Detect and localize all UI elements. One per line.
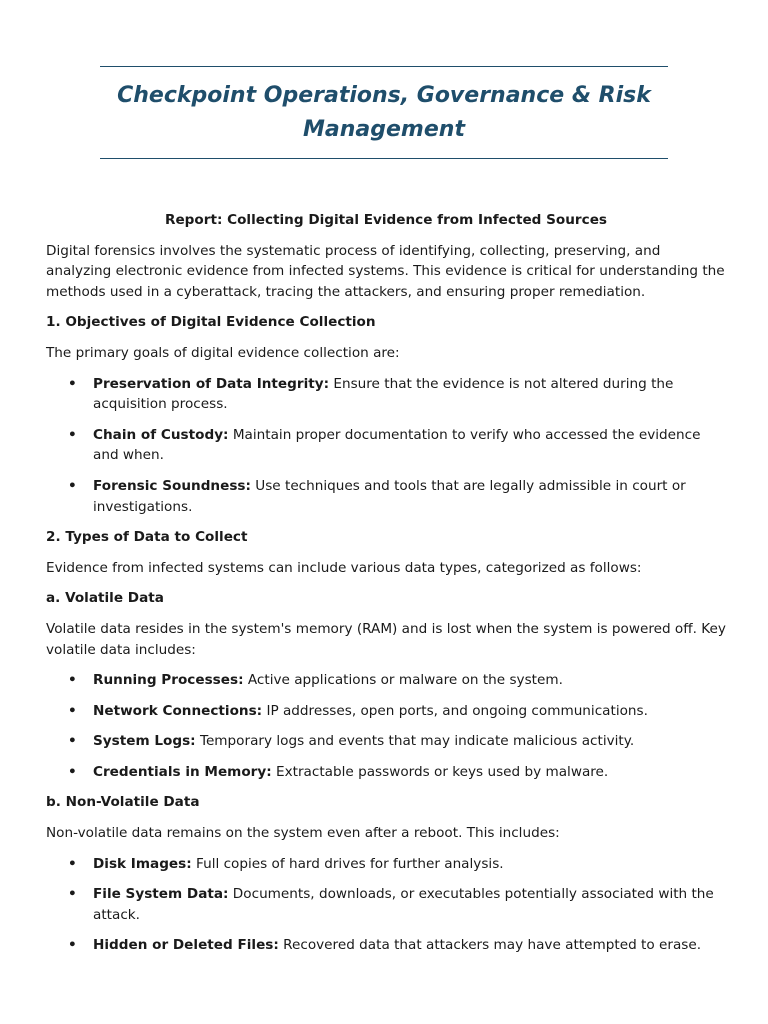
list-item <box>46 935 726 956</box>
bullet-icon: • <box>68 375 77 392</box>
list-item <box>46 854 726 875</box>
bullet-icon: • <box>68 937 77 954</box>
list-item <box>46 762 726 783</box>
bullet-icon: • <box>68 426 77 443</box>
list-item <box>46 425 726 466</box>
bullet-icon: • <box>68 477 77 494</box>
list-item <box>46 476 726 517</box>
item-text: Maintain proper documentation to verify who accessed the evidence and when. <box>93 426 701 464</box>
objectives-lead: The primary goals of digital evidence collection are: <box>46 344 400 361</box>
non-volatile-list <box>46 854 726 956</box>
item-term: Hidden or Deleted Files: <box>93 937 279 954</box>
bullet-icon: • <box>68 886 77 903</box>
item-text: Use techniques and tools that are legally admissible in court or investigations. <box>93 477 686 515</box>
item-term: System Logs: <box>93 733 196 750</box>
item-term: Chain of Custody: <box>93 426 229 443</box>
report-heading: Report: Collecting Digital Evidence from Infected Sources <box>164 212 608 228</box>
item-text: Active applications or malware on the system. <box>243 672 563 689</box>
bullet-icon: • <box>68 763 77 780</box>
list-item <box>46 670 726 691</box>
bullet-icon: • <box>68 702 77 719</box>
subheading-volatile: a. Volatile Data <box>46 590 164 607</box>
item-term: Forensic Soundness: <box>93 477 251 494</box>
item-text: Documents, downloads, or executables potentially associated with the attack. <box>93 886 714 923</box>
section-heading-objectives: 1. Objectives of Digital Evidence Collection <box>46 314 376 331</box>
item-term: Preservation of Data Integrity: <box>93 375 330 392</box>
document-body <box>46 210 726 966</box>
volatile-lead: Volatile data resides in the system's memory (RAM) and is lost when the system is powered off. Key volatile data includes: <box>46 620 726 658</box>
item-text: Full copies of hard drives for further analysis. <box>191 855 504 872</box>
item-term: File System Data: <box>93 886 229 903</box>
bullet-icon: • <box>68 672 77 689</box>
item-text: Ensure that the evidence is not altered during the acquisition process. <box>93 375 674 413</box>
list-item <box>46 731 726 752</box>
objectives-list <box>46 374 726 518</box>
list-item <box>46 884 726 925</box>
non-volatile-lead: Non-volatile data remains on the system even after a reboot. This includes: <box>46 825 560 842</box>
item-text: Recovered data that attackers may have attempted to erase. <box>278 937 702 954</box>
intro-paragraph: Digital forensics involves the systematic process of identifying, collecting, preserving, and analyzing electronic evidence from infected systems. This evidence is critical for understanding the methods used in a cyberattack, tracing the attackers, and ensuring proper remediation. <box>46 242 725 300</box>
item-term: Credentials in Memory: <box>93 763 272 780</box>
volatile-list <box>46 670 726 782</box>
item-term: Disk Images: <box>93 855 192 872</box>
bullet-icon: • <box>68 855 77 872</box>
data-types-lead: Evidence from infected systems can include various data types, categorized as follows: <box>46 559 642 576</box>
list-item <box>46 701 726 722</box>
item-term: Network Connections: <box>93 702 263 719</box>
title-block <box>100 66 668 159</box>
item-term: Running Processes: <box>93 672 244 689</box>
item-text: Extractable passwords or keys used by malware. <box>271 763 609 780</box>
section-heading-data-types: 2. Types of Data to Collect <box>46 529 248 546</box>
item-text: IP addresses, open ports, and ongoing communications. <box>262 702 648 719</box>
item-text: Temporary logs and events that may indicate malicious activity. <box>195 733 635 750</box>
subheading-non-volatile: b. Non-Volatile Data <box>46 794 200 811</box>
list-item <box>46 374 726 415</box>
bullet-icon: • <box>68 733 77 750</box>
page-title: Checkpoint Operations, Governance & Risk Management <box>117 82 651 142</box>
